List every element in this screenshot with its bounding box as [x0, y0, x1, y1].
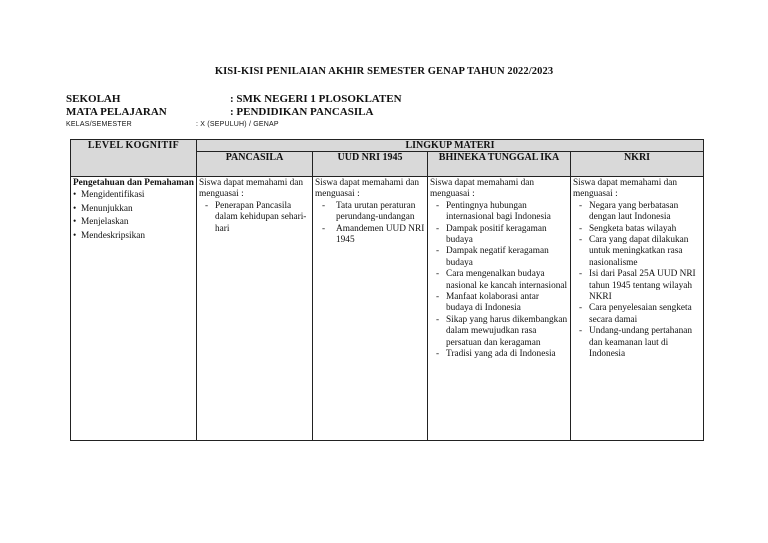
material-item: - Cara penyelesaian sengketa secara damai	[573, 303, 701, 326]
subject-row	[66, 106, 374, 118]
pancasila-list	[199, 201, 310, 235]
class-semester-value: : X (SEPULUH) / GENAP	[196, 121, 279, 128]
uud-cell	[313, 177, 428, 441]
material-item: - Pentingnya hubungan internasional bagi Indonesia	[430, 201, 568, 224]
level-cell	[71, 177, 197, 441]
material-item: - Cara mengenalkan budaya nasional ke kancah internasional	[430, 269, 568, 292]
document-title: KISI-KISI PENILAIAN AKHIR SEMESTER GENAP TAHUN 2022/2023	[214, 66, 554, 77]
material-item: - Sengketa batas wilayah	[573, 224, 701, 235]
material-item: - Dampak positif keragaman budaya	[430, 224, 568, 247]
level-kognitif-header: LEVEL KOGNITIF	[71, 140, 197, 177]
column-header-uud: UUD NRI 1945	[313, 152, 428, 177]
material-item: - Negara yang berbatasan dengan laut Indonesia	[573, 201, 701, 224]
nkri-intro: Siswa dapat memahami dan menguasai :	[573, 178, 678, 200]
level-item: • Menjelaskan	[73, 217, 194, 228]
material-item: - Cara yang dapat dilakukan untuk meningkatkan rasa nasionalisme	[573, 235, 701, 269]
school-label: SEKOLAH	[66, 93, 121, 105]
level-item: • Menunjukkan	[73, 204, 194, 215]
level-items-list	[73, 190, 194, 242]
nkri-list	[573, 201, 701, 361]
material-item: - Tata urutan peraturan perundang-undangan	[315, 201, 425, 224]
assessment-grid-table	[70, 139, 704, 441]
level-item: • Mendeskripsikan	[73, 231, 194, 242]
level-item: • Mengidentifikasi	[73, 190, 194, 201]
subject-value: : PENDIDIKAN PANCASILA	[230, 106, 374, 118]
class-semester-row	[66, 121, 279, 128]
bhineka-list	[430, 201, 568, 361]
material-item: - Manfaat kolaborasi antar budaya di Indonesia	[430, 292, 568, 315]
pancasila-cell	[197, 177, 313, 441]
school-value: : SMK NEGERI 1 PLOSOKLATEN	[230, 93, 402, 105]
nkri-cell	[571, 177, 704, 441]
material-item: - Sikap yang harus dikembangkan dalam mewujudkan rasa persatuan dan keragaman	[430, 315, 568, 349]
bhineka-cell	[428, 177, 571, 441]
material-item: - Dampak negatif keragaman budaya	[430, 246, 568, 269]
column-header-bhineka: BHINEKA TUNGGAL IKA	[428, 152, 571, 177]
lingkup-materi-header: LINGKUP MATERI	[197, 140, 704, 152]
bhineka-intro: Siswa dapat memahami dan menguasai :	[430, 178, 535, 200]
uud-intro: Siswa dapat memahami dan menguasai :	[315, 178, 420, 200]
column-header-pancasila: PANCASILA	[197, 152, 313, 177]
level-category: Pengetahuan dan Pemahaman	[73, 178, 194, 188]
class-semester-label: KELAS/SEMESTER	[66, 121, 132, 128]
material-item: - Penerapan Pancasila dalam kehidupan sehari-hari	[199, 201, 310, 235]
uud-list	[315, 201, 425, 247]
material-item: - Amandemen UUD NRI 1945	[315, 224, 425, 247]
column-header-nkri: NKRI	[571, 152, 704, 177]
material-item: - Undang-undang pertahanan dan keamanan laut di Indonesia	[573, 326, 701, 360]
school-row	[66, 93, 402, 105]
material-item: - Isi dari Pasal 25A UUD NRI tahun 1945 tentang wilayah NKRI	[573, 269, 701, 303]
pancasila-intro: Siswa dapat memahami dan menguasai :	[199, 178, 304, 200]
material-item: - Tradisi yang ada di Indonesia	[430, 349, 568, 360]
subject-label: MATA PELAJARAN	[66, 106, 167, 118]
